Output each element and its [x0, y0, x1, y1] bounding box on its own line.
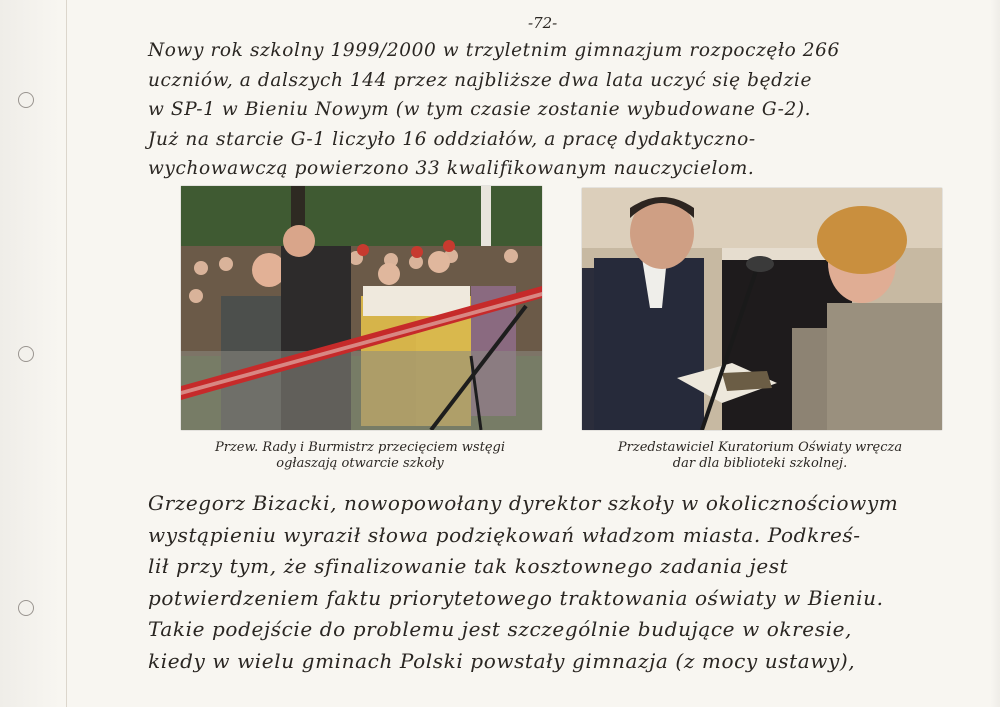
text-line: Grzegorz Bizacki, nowopowołany dyrektor szkoły w okolicznościowym	[148, 491, 899, 515]
gift-handover-photo	[582, 188, 942, 430]
ribbon-cutting-photo	[181, 186, 542, 430]
text-line: Nowy rok szkolny 1999/2000 w trzyletnim gimnazjum rozpoczęło 266	[148, 40, 840, 61]
page-number: -72-	[528, 14, 558, 32]
text-line: kiedy w wielu gminach Polski powstały gimnazja (z mocy ustawy),	[148, 648, 856, 673]
text-line: lił przy tym, że sfinalizowanie tak kosztownego zadania jest	[148, 554, 789, 578]
text-line: wystąpieniu wyraził słowa podziękowań władzom miasta. Podkreś-	[148, 522, 861, 547]
right-photo-caption	[560, 440, 960, 472]
left-photo-caption	[150, 440, 570, 472]
text-line: wychowawczą powierzono 33 kwalifikowanym nauczycielom.	[148, 158, 755, 179]
margin-line	[66, 0, 67, 707]
caption-line: ogłaszają otwarcie szkoły	[276, 456, 444, 471]
text-line: Takie podejście do problemu jest szczególnie budujące w okresie,	[148, 617, 852, 641]
text-line: potwierdzeniem faktu priorytetowego traktowania oświaty w Bieniu.	[148, 585, 884, 610]
binder-hole	[18, 92, 34, 108]
caption-line: dar dla biblioteki szkolnej.	[672, 456, 848, 471]
paragraph-intro	[148, 36, 938, 184]
binder-hole	[18, 600, 34, 616]
paragraph-director-speech	[148, 488, 938, 677]
binder-hole	[18, 346, 34, 362]
caption-line: Przedstawiciel Kuratorium Oświaty wręcza	[617, 440, 903, 455]
text-line: w SP-1 w Bieniu Nowym (w tym czasie zostanie wybudowane G-2).	[148, 99, 812, 120]
text-line: uczniów, a dalszych 144 przez najbliższe dwa lata uczyć się będzie	[148, 69, 812, 91]
text-line: Już na starcie G-1 liczyło 16 oddziałów, a pracę dydaktyczno-	[148, 128, 756, 150]
caption-line: Przew. Rady i Burmistrz przecięciem wstęgi	[215, 440, 505, 455]
